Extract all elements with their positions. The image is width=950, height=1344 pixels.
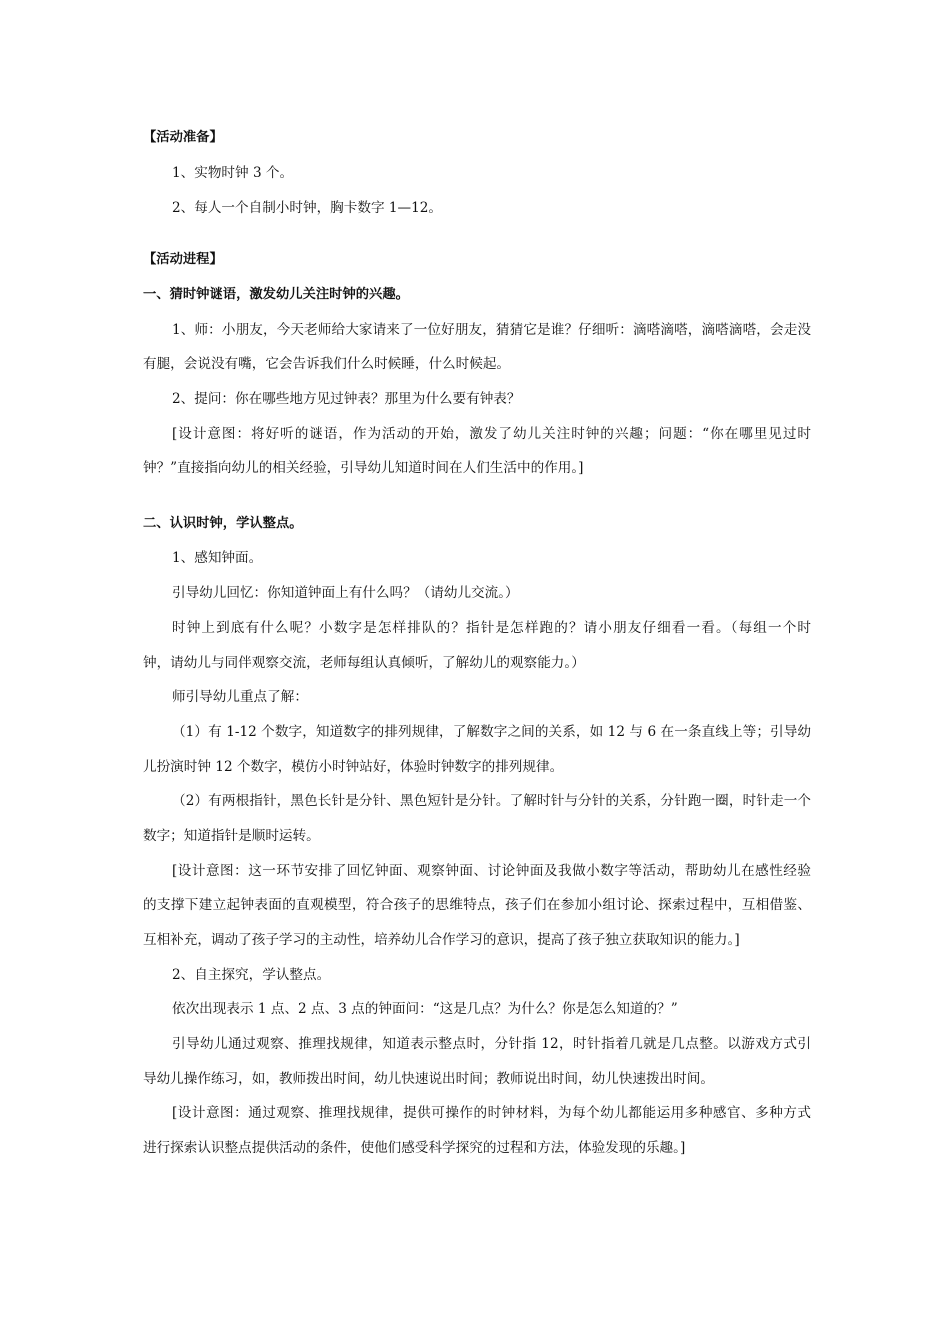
part2-recall: 引导幼儿回忆：你知道钟面上有什么吗？（请幼儿交流。）	[172, 585, 519, 601]
part1-paragraph-2: 2、提问：你在哪些地方见过钟表？那里为什么要有钟表？	[172, 391, 521, 407]
part2-knowledge-1-line-2: 儿扮演时钟 12 个数字，模仿小时钟站好，体验时钟数字的排列规律。	[143, 759, 564, 775]
part2-guide: 师引导幼儿重点了解：	[172, 689, 308, 705]
part2-step-2: 2、自主探究，学认整点。	[172, 967, 331, 983]
part2-title: 二、认识时钟，学认整点。	[143, 516, 303, 531]
part2-design-1-line-3: 互相补充，调动了孩子学习的主动性，培养幼儿合作学习的意识，提高了孩子独立获取知识的能力。]	[143, 932, 740, 948]
part1-design-line-2: 钟？”直接指向幼儿的相关经验，引导幼儿知道时间在人们生活中的作用。]	[143, 460, 584, 476]
part2-design-1-line-2: 的支撑下建立起钟表面的直观模型，符合孩子的思维特点，孩子们在参加小组讨论、探索过程中，互相借鉴、	[143, 897, 811, 913]
preparation-item-2: 2、每人一个自制小时钟，胸卡数字 1—12。	[172, 200, 443, 216]
part2-observe-line-2: 钟，请幼儿与同伴观察交流，老师每组认真倾听，了解幼儿的观察能力。）	[143, 655, 585, 671]
preparation-heading: 【活动准备】	[143, 130, 223, 145]
part2-knowledge-2-line-1: （2）有两根指针，黑色长针是分针、黑色短针是分针。了解时针与分针的关系，分针跑一圈，时针走一个	[172, 793, 811, 809]
part1-design-line-1: [设计意图：将好听的谜语，作为活动的开始，激发了幼儿关注时钟的兴趣；问题：“你在哪里见过时	[172, 426, 811, 442]
preparation-item-1: 1、实物时钟 3 个。	[172, 165, 294, 181]
part2-knowledge-1-line-1: （1）有 1-12 个数字，知道数字的排列规律，了解数字之间的关系，如 12 与 6 在一条直线上等；引导幼	[172, 724, 811, 740]
part1-title: 一、猜时钟谜语，激发幼儿关注时钟的兴趣。	[143, 287, 409, 302]
part2-design-2-line-2: 进行探索认识整点提供活动的条件，使他们感受科学探究的过程和方法，体验发现的乐趣。]	[143, 1140, 686, 1156]
part2-design-1-line-1: [设计意图：这一环节安排了回忆钟面、观察钟面、讨论钟面及我做小数字等活动，帮助幼儿在感性经验	[172, 863, 811, 879]
part2-rule-line-2: 导幼儿操作练习，如，教师拨出时间，幼儿快速说出时间；教师说出时间，幼儿快速拨出时间。	[143, 1071, 714, 1087]
process-heading: 【活动进程】	[143, 252, 223, 267]
part2-rule-line-1: 引导幼儿通过观察、推理找规律，知道表示整点时，分针指 12，时针指着几就是几点整。以游戏方式引	[172, 1036, 811, 1052]
part1-paragraph-1-line-2: 有腿，会说没有嘴，它会告诉我们什么时候睡，什么时候起。	[143, 356, 511, 372]
part2-design-2-line-1: [设计意图：通过观察、推理找规律，提供可操作的时钟材料，为每个幼儿都能运用多种感官、多种方式	[172, 1105, 811, 1121]
part2-step-1: 1、感知钟面。	[172, 550, 263, 566]
part2-observe-line-1: 时钟上到底有什么呢？小数字是怎样排队的？指针是怎样跑的？请小朋友仔细看一看。（每组一个时	[172, 620, 811, 636]
part2-show-clocks: 依次出现表示 1 点、2 点、3 点的钟面问：“这是几点？为什么？你是怎么知道的？”	[172, 1001, 678, 1017]
part2-knowledge-2-line-2: 数字；知道指针是顺时运转。	[143, 828, 320, 844]
part1-paragraph-1-line-1: 1、师：小朋友，今天老师给大家请来了一位好朋友，猜猜它是谁？仔细听：滴嗒滴嗒，滴嗒滴嗒，会走没	[172, 322, 811, 338]
